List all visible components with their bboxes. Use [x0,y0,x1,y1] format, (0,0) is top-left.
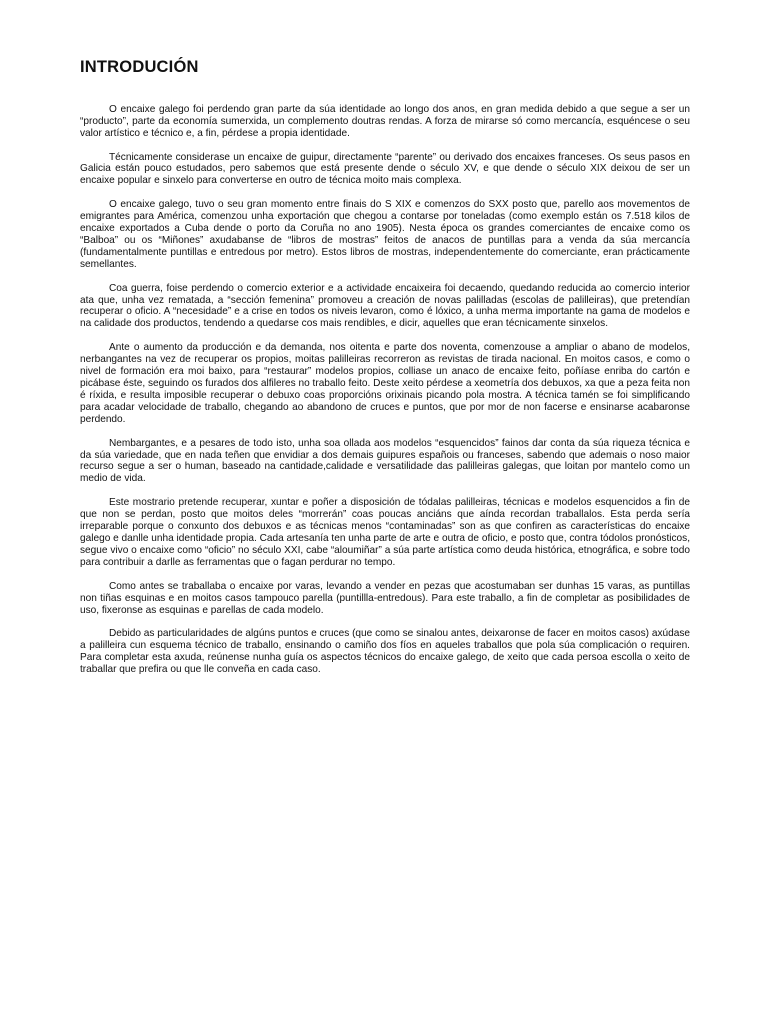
paragraph-1: O encaixe galego foi perdendo gran parte da súa identidade ao longo dos anos, en gran medida debido a que segue a ser un “producto”, parte da economía sumerxida, un complemento doutras rendas. A forza de mirarse só como mercancía, esquéncese o seu valor artístico e técnico e, a fin, pérdese a propia identidade. [80,103,690,139]
document-page [80,58,690,688]
paragraph-9: Debido as particularidades de algúns puntos e cruces (que como se sinalou antes, deixaronse de facer en moitos casos) axúdase a palilleira cun esquema técnico de traballo, ensinando o camiño dos fíos en aqueles traballos que pola súa complicación o requiren. Para completar esta axuda, reúnense nunha guía os aspectos técnicos do encaixe galego, de xeito que cada persoa escolla o xeito de traballar que prefira ou que lle conveña en cada caso. [80,628,690,676]
paragraph-8: Como antes se traballaba o encaixe por varas, levando a vender en pezas que acostumaban ser dunhas 15 varas, as puntillas non tiñas esquinas e en moitos casos tampouco parella (puntillla-entredous). Para este traballo, a fin de completar as posibilidades de uso, fixeronse as esquinas e parellas de cada modelo. [80,580,690,616]
paragraph-3: O encaixe galego, tuvo o seu gran momento entre finais do S XIX e comenzos do SXX posto que, parello aos movementos de emigrantes para América, comenzou unha exportación que chegou a contarse por toneladas (como exemplo están os 7.518 kilos de encaixe exportados a Cuba dende o porto da Coruña no ano 1905). Nesta época os grandes comerciantes de encaixe como os “Balboa” ou os “Miñones” axudabanse de “libros de mostras” feitos de anacos de puntillas para a venda da súa mercancía (fundamentalmente puntillas e entredous por metro). Estos libros de mostras, independentemente do comerciante, eran prácticamente semellantes. [80,199,690,270]
paragraph-2: Técnicamente considerase un encaixe de guipur, directamente “parente” ou derivado dos encaixes franceses. Os seus pasos en Galicia están pouco estudados, pero sabemos que está presente dende o século XV, e que dende o século XIX deixou de ser un encaixe popular e sinxelo para converterse en outro de técnica moito mais complexa. [80,151,690,187]
page-title: INTRODUCIÓN [80,58,199,76]
paragraph-6: Nembargantes, e a pesares de todo isto, unha soa ollada aos modelos “esquencidos” fainos dar conta da súa riqueza técnica e da súa variedade, que en nada teñen que envidiar a dos demais guipures españois ou franceses, sabendo que ademais o noso maior recurso segue a ser o human, baseado na cantidade,calidade e versatilidade das palilleiras galegas, que loitan por mantelo como un medio de vida. [80,437,690,485]
paragraph-4: Coa guerra, foise perdendo o comercio exterior e a actividade encaixeira foi decaendo, quedando reducida ao comercio interior ata que, unha vez rematada, a “sección femenina” promoveu a creación de novas palilladas (escolas de palilleiras), que pretendían recuperar o oficio. A “necesidade” e a crise en todos os niveis levaron, como é lóxico, a unha merma importante na gama de modelos e na calidade dos productos, tendendo a quedarse cos mais rendibles, e dicir, aquelles que eran técnicamente sinxelos. [80,282,690,330]
paragraph-7: Este mostrario pretende recuperar, xuntar e poñer a disposición de tódalas palilleiras, técnicas e modelos esquencidos a fin de que non se perdan, posto que moitos deles “morrerán” coas poucas anciáns que aínda recordan traballalos. Esta perda sería irreparable porque o conxunto dos debuxos e as técnicas menos “contaminadas” son as que confiren as características do encaixe galego e danlle unha identidade propia. Cada artesanía ten unha parte de arte e outra de oficio, e posto que, contra tódolos pronósticos, segue vivo o encaixe como “oficio” no século XXI, cabe “aloumiñar” a súa parte artística como deuda histórica, etnográfica, e sobre todo para contribuir a darlle as ferramentas que o fagan perdurar no tempo. [80,497,690,568]
paragraph-5: Ante o aumento da producción e da demanda, nos oitenta e parte dos noventa, comenzouse a ampliar o abano de modelos, nerbangantes na vez de recuperar os propios, moitas palilleiras recorreron as revistas de tirada nacional. En moitos casos, e como o nivel de formación era moi baixo, para “restaurar” modelos propios, colliase un anaco de encaixe feito, poñíase enriba do cartón e picábase éste, seguindo os furados dos alfileres no traballo feito. Deste xeito pérdese a xeometría dos debuxos, xa que a peza feita non é ríxida, e resulta imposible recuperar o debuxo coas proporcións orixinais picando pola mostra. A técnica tamén se foi simplificando para acadar velocidade de traballo, chegando ao abandono de cruces e puntos, que por mor de non facerse e ensinarse acabaronse perdendo. [80,342,690,425]
